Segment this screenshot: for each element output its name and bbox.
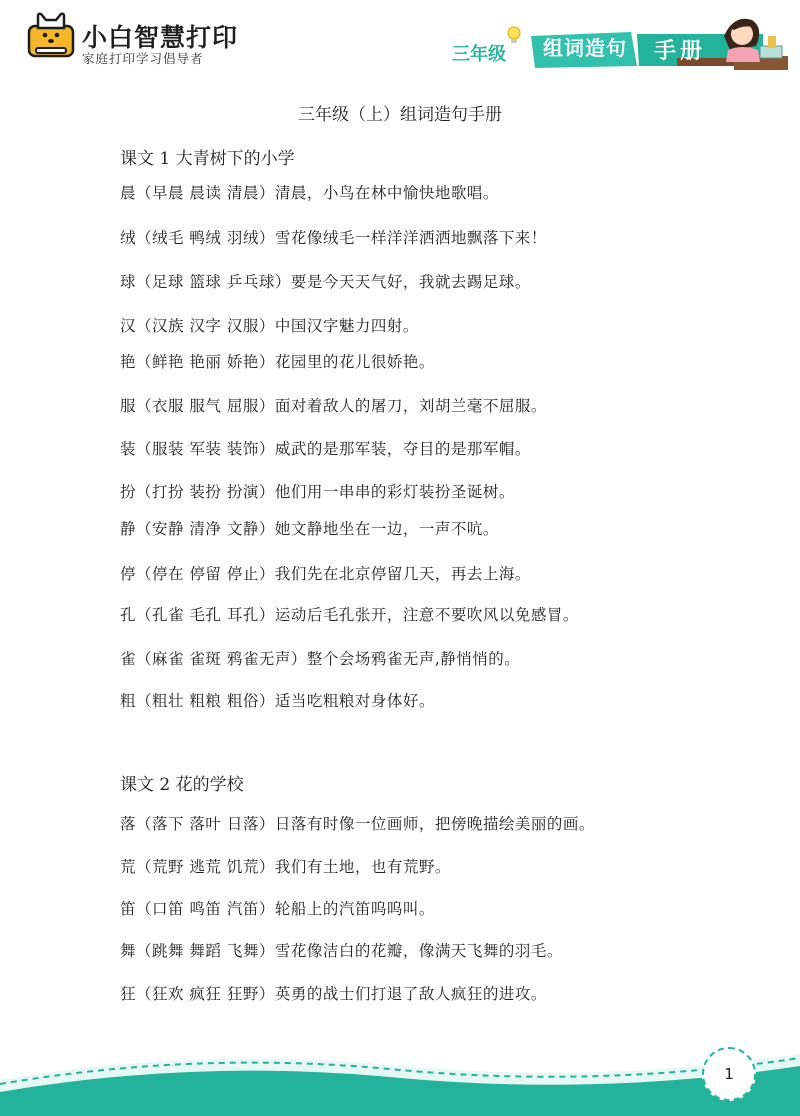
list-item: 狂（狂欢 疯狂 狂野）英勇的战士们打退了敌人疯狂的进攻。: [120, 985, 547, 1003]
brand-slogan: 家庭打印学习倡导者: [82, 51, 204, 66]
list-item: 雀（麻雀 雀斑 鸦雀无声）整个会场鸦雀无声,静悄悄的。: [120, 650, 521, 668]
list-item: 服（衣服 服气 屈服）面对着敌人的屠刀，刘胡兰毫不屈服。: [120, 397, 547, 415]
list-item: 艳（鲜艳 艳丽 娇艳）花园里的花儿很娇艳。: [120, 353, 435, 371]
list-item: 静（安静 清净 文静）她文静地坐在一边，一声不吭。: [120, 520, 499, 538]
brand-name: 小白智慧打印: [82, 23, 239, 52]
reading-girl-illustration-icon: [704, 6, 788, 72]
footer-wave-decoration: [0, 1040, 800, 1116]
section-heading: 课文 1 大青树下的小学: [120, 149, 295, 169]
page-number: 1: [724, 1065, 734, 1083]
list-item: 舞（跳舞 舞蹈 飞舞）雪花像洁白的花瓣，像满天飞舞的羽毛。: [120, 942, 563, 960]
list-item: 扮（打扮 装扮 扮演）他们用一串串的彩灯装扮圣诞树。: [120, 483, 515, 501]
lightbulb-icon: [506, 26, 522, 46]
list-item: 粗（粗壮 粗粮 粗俗）适当吃粗粮对身体好。: [120, 692, 435, 710]
printer-dog-logo-icon: [26, 12, 76, 60]
list-item: 荒（荒野 逃荒 饥荒）我们有土地，也有荒野。: [120, 858, 451, 876]
list-item: 停（停在 停留 停止）我们先在北京停留几天，再去上海。: [120, 565, 531, 583]
list-item: 笛（口笛 鸣笛 汽笛）轮船上的汽笛呜呜叫。: [120, 900, 435, 918]
banner-title-left: 组词造句: [543, 36, 627, 60]
list-item: 球（足球 篮球 乒乓球）要是今天天气好，我就去踢足球。: [120, 273, 531, 291]
list-item: 落（落下 落叶 日落）日落有时像一位画师，把傍晚描绘美丽的画。: [120, 815, 595, 833]
grade-label: 三年级: [452, 44, 506, 65]
list-item: 孔（孔雀 毛孔 耳孔）运动后毛孔张开，注意不要吹风以免感冒。: [120, 606, 579, 624]
list-item: 汉（汉族 汉字 汉服）中国汉字魅力四射。: [120, 317, 419, 335]
section-heading: 课文 2 花的学校: [120, 775, 244, 795]
document-title: 三年级（上）组词造句手册: [298, 105, 502, 125]
list-item: 晨（早晨 晨读 清晨）清晨，小鸟在林中愉快地歌唱。: [120, 184, 499, 202]
page-header: [0, 0, 800, 75]
list-item: 装（服装 军装 装饰）威武的是那军装，夺目的是那军帽。: [120, 440, 531, 458]
banner-title-right: 手册: [654, 39, 707, 64]
list-item: 绒（绒毛 鸭绒 羽绒）雪花像绒毛一样洋洋洒洒地飘落下来！: [120, 229, 547, 247]
